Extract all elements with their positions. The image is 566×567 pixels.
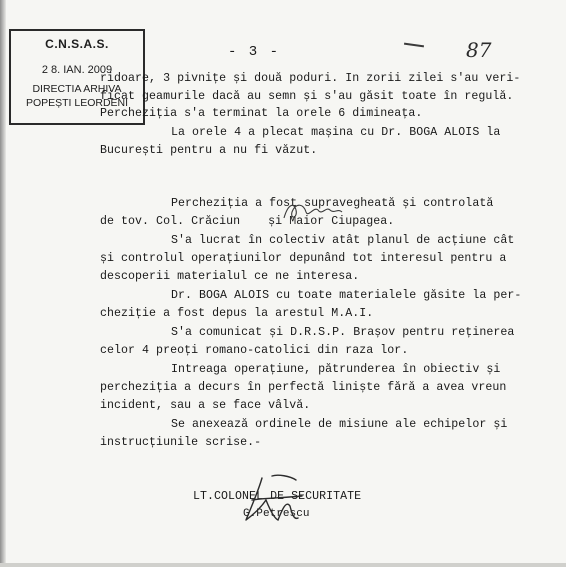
stamp-place: POPEȘTI LEORDENI <box>25 97 129 109</box>
body-line: Percheziția a fost supravegheată și controlată <box>171 197 494 210</box>
body-line: descoperii materialul ce ne interesa. <box>100 270 360 283</box>
body-line: cheziție a fost depus la arestul M.A.I. <box>100 307 374 320</box>
body-line: București pentru a nu fi văzut. <box>100 144 318 157</box>
body-line: ficat geamurile dacă au semn și s'au găsit toate în regulă. <box>100 90 514 103</box>
body-line: S'a comunicat și D.R.S.P. Brașov pentru reținerea <box>171 326 515 339</box>
handwritten-annotation <box>280 196 370 226</box>
scan-edge <box>0 0 6 567</box>
stamp-date: 2 8. IAN. 2009 <box>41 64 113 76</box>
folio-mark <box>404 43 424 48</box>
stamp-dept: DIRECTIA ARHIVA <box>32 83 122 95</box>
body-line: incident, sau a se face vâlvă. <box>100 399 311 412</box>
body-line: percheziția a decurs în perfectă liniște fără a avea vreun <box>100 381 507 394</box>
handwritten-signature <box>232 470 318 528</box>
folio-number: 87 <box>466 38 492 62</box>
signature-name: G.Petrescu <box>243 508 310 520</box>
body-line: ridoare, 3 pivnițe și două poduri. In zorii zilei s'au veri- <box>100 72 521 85</box>
body-line: și controlul operațiunilor depunând tot interesul pentru a <box>100 252 507 265</box>
body-line: celor 4 preoți romano-catolici din raza lor. <box>100 344 409 357</box>
body-line: instrucțiunile scrise.- <box>100 436 262 449</box>
body-line: Percheziția s'a terminat la orele 6 dimineața. <box>100 107 423 120</box>
signature-title: LT.COLONEL DE SECURITATE <box>193 490 362 503</box>
body-line: Intreaga operațiune, pătrunderea în obiectiv și <box>171 363 501 376</box>
body-line: S'a lucrat în colectiv atât planul de acțiune cât <box>171 234 515 247</box>
page-number: - 3 - <box>228 44 281 60</box>
scan-edge-bottom <box>0 563 566 567</box>
stamp-org: C.N.S.A.S. <box>45 37 109 51</box>
body-line: Se anexează ordinele de misiune ale echipelor și <box>171 418 508 431</box>
body-line: de tov. Col. Crăciun și Maior Ciupagea. <box>100 215 395 228</box>
body-line: La orele 4 a plecat mașina cu Dr. BOGA ALOIS la <box>171 126 501 139</box>
body-line: Dr. BOGA ALOIS cu toate materialele găsite la per- <box>171 289 522 302</box>
